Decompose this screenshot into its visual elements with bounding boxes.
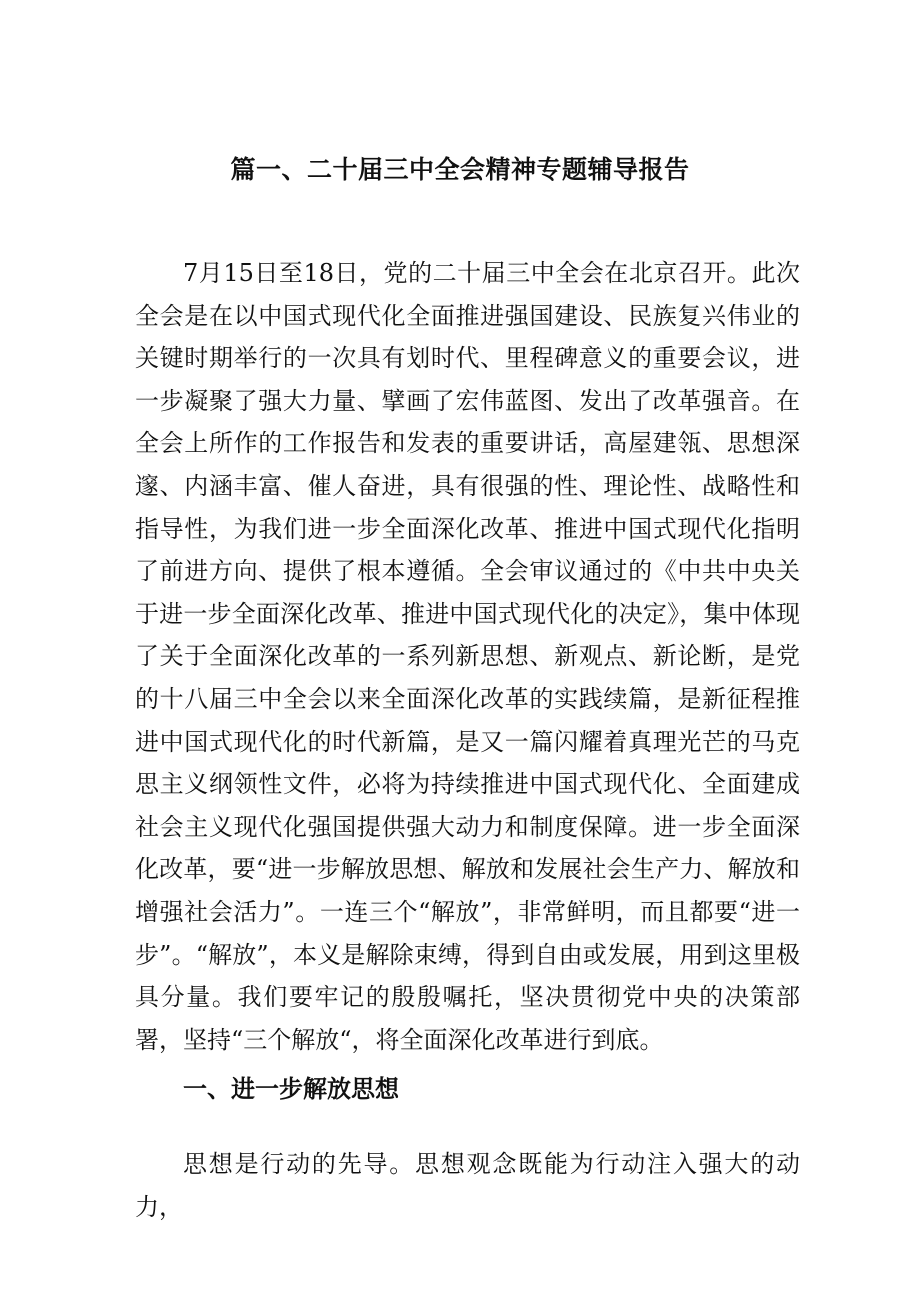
body-paragraph-section-1: 思想是行动的先导。思想观念既能为行动注入强大的动力， xyxy=(135,1150,800,1221)
body-paragraph-intro: 7月15日至18日，党的二十届三中全会在北京召开。此次全会是在以中国式现代化全面推进强国建设、民族复兴伟业的关键时期举行的一次具有划时代、里程碑意义的重要会议，进一步凝聚了强大力量、擘画了宏伟蓝图、发出了改革强音。在全会上所作的工作报告和发表的重要讲话，高屋建瓴、思想深邃、内涵丰富、催人奋进，具有很强的性、理论性、战略性和指导性，为我们进一步全面深化改革、推进中国式现代化指明了前进方向、提供了根本遵循。全会审议通过的《中共中央关于进一步全面深化改革、推进中国式现代化的决定》，集中体现了关于全面深化改革的一系列新思想、新观点、新论断，是党的十八届三中全会以来全面深化改革的实践续篇，是新征程推进中国式现代化的时代新篇，是又一篇闪耀着真理光芒的马克思主义纲领性文件，必将为持续推进中国式现代化、全面建成社会主义现代化强国提供强大动力和制度保障。进一步全面深化改革，要“进一步解放思想、解放和发展社会生产力、解放和增强社会活力”。一连三个“解放”，非常鲜明，而且都要“进一步”。“解放”，本义是解除束缚，得到自由或发展，用到这里极具分量。我们要牢记的殷殷嘱托，坚决贯彻党中央的决策部署，坚持“三个解放“，将全面深化改革进行到底。 xyxy=(135,259,800,1054)
section-heading-1: 一、进一步解放思想 xyxy=(183,1075,399,1103)
document-title: 篇一、二十届三中全会精神专题辅导报告 xyxy=(230,155,690,184)
